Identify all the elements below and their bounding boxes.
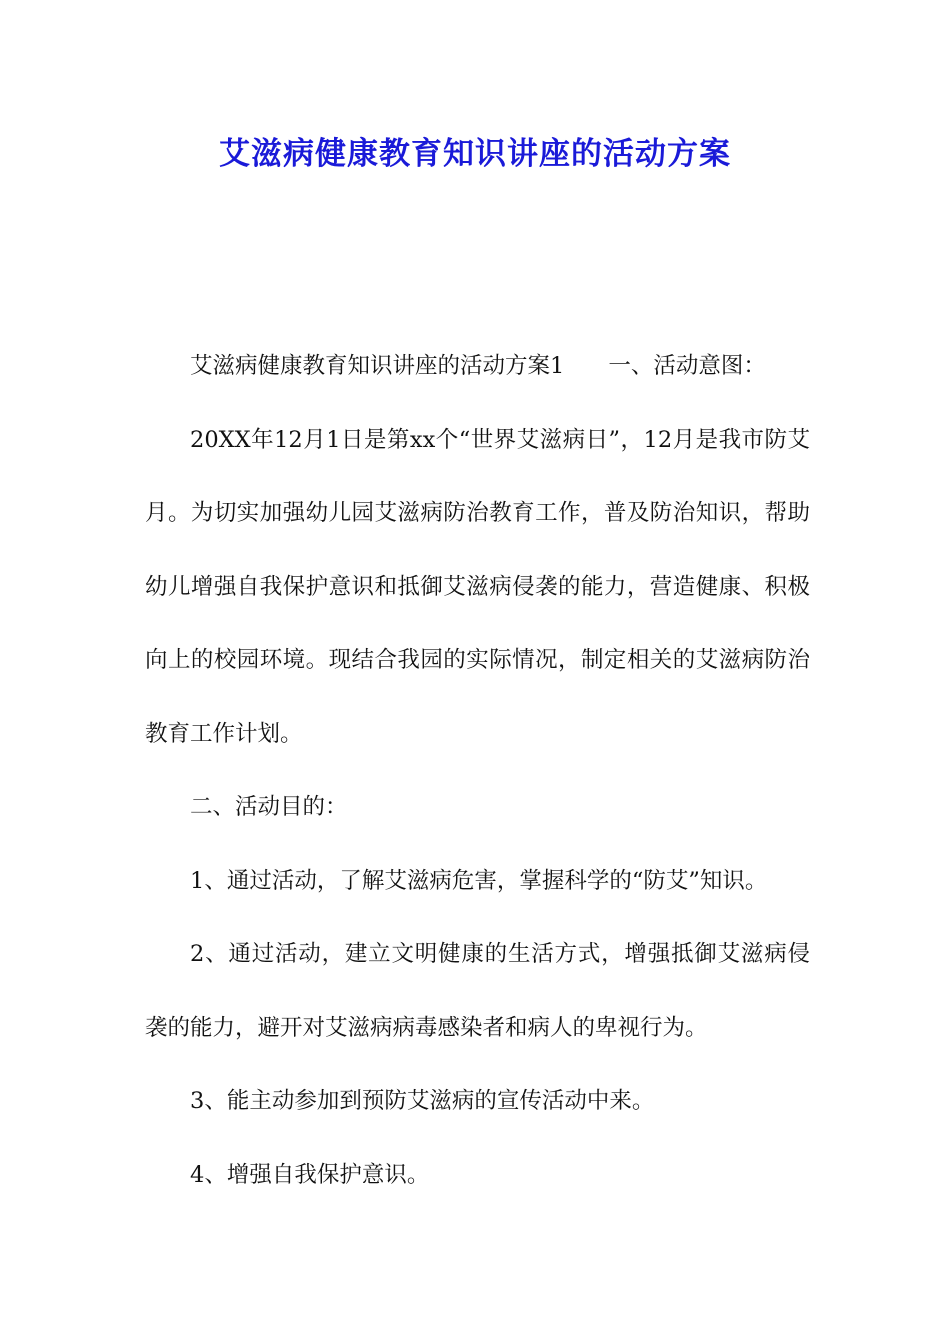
- list-item-2: 2、通过活动，建立文明健康的生活方式，增强抵御艾滋病侵袭的能力，避开对艾滋病病毒感染者和病人的卑视行为。: [145, 941, 810, 1041]
- plan-heading: 艾滋病健康教育知识讲座的活动方案1: [190, 353, 565, 379]
- document-body: [145, 330, 810, 1212]
- list-item-4: 4、增强自我保护意识。: [190, 1161, 430, 1188]
- document-title: 艾滋病健康教育知识讲座的活动方案: [219, 136, 731, 172]
- list-item-3: 3、能主动参加到预防艾滋病的宣传活动中来。: [190, 1088, 655, 1114]
- heading-line: [145, 330, 810, 404]
- section-heading-purpose: 二、活动目的：: [190, 794, 348, 820]
- paragraph-intro: 20XX年12月1日是第xx个“世界艾滋病日”，12月是我市防艾月。为切实加强幼儿园艾滋病防治教育工作，普及防治知识，帮助幼儿增强自我保护意识和抵御艾滋病侵袭的能力，营造健康、积极向上的校园环境。现结合我园的实际情况，制定相关的艾滋病防治教育工作计划。: [145, 426, 810, 747]
- section-heading-intent: 一、活动意图：: [608, 353, 766, 379]
- list-item-1: 1、通过活动，了解艾滋病危害，掌握科学的“防艾”知识。: [190, 867, 768, 894]
